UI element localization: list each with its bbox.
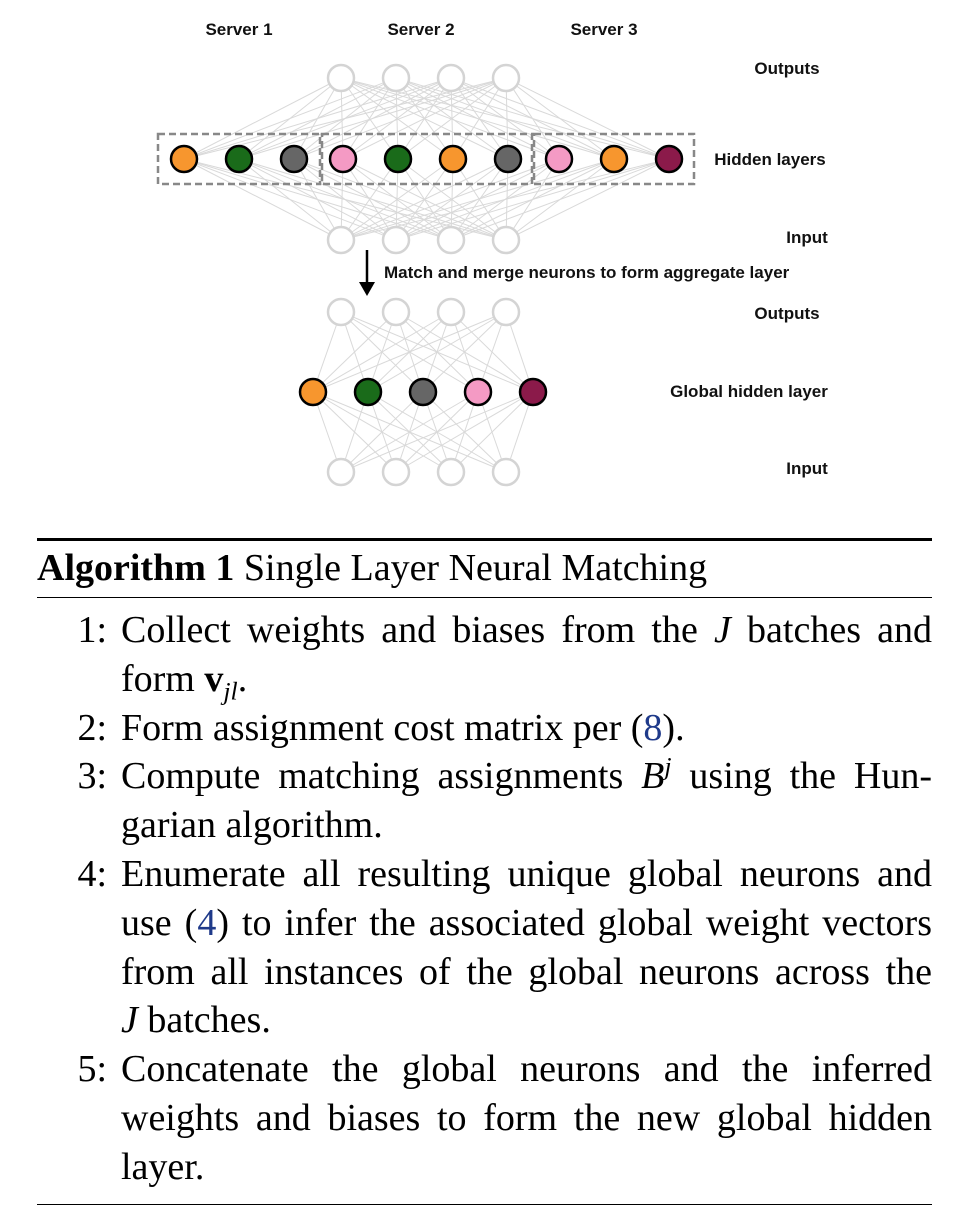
bottom-input-neuron (438, 459, 464, 485)
local-hidden-neuron-gray (495, 146, 521, 172)
local-hidden-neuron-pink (546, 146, 572, 172)
local-hidden-neuron-green (226, 146, 252, 172)
step-3-math-sup: j (664, 751, 672, 781)
edge-top-output-hidden (343, 78, 506, 159)
step-4 (37, 850, 932, 1045)
step-4-math-j: J (121, 999, 138, 1042)
top-input-neuron (493, 227, 519, 253)
bottom-output-neuron (438, 299, 464, 325)
algorithm-name: Single Layer Neural Matching (243, 547, 708, 589)
global-hidden-neuron-green (355, 379, 381, 405)
edge-top-output-hidden (343, 78, 396, 159)
top-input-neuron (383, 227, 409, 253)
local-hidden-neuron-orange (601, 146, 627, 172)
top-outputs-label: Outputs (754, 59, 820, 78)
step-5 (37, 1045, 932, 1191)
local-hidden-neuron-orange (440, 146, 466, 172)
bottom-output-neuron (383, 299, 409, 325)
step-3-line-2 (121, 801, 932, 850)
step-1-text-c: form (121, 657, 195, 700)
top-input-label: Input (786, 228, 828, 247)
local-hidden-neuron-maroon (656, 146, 682, 172)
step-4-text-e: batches. (147, 999, 271, 1042)
bottom-input-label: Input (786, 459, 828, 478)
global-hidden-label: Global hidden layer (670, 382, 828, 401)
step-5-line-3 (121, 1143, 932, 1192)
local-hidden-neuron-pink (330, 146, 356, 172)
step-5-text-b: weights and biases to form the new global hidden (121, 1096, 932, 1139)
step-2-number: 2: (77, 706, 107, 749)
step-3-line-1 (121, 752, 932, 801)
top-hidden-label: Hidden layers (714, 150, 826, 169)
top-output-neuron (493, 65, 519, 91)
step-5-text-c: layer. (121, 1145, 205, 1188)
edge-top-input-hidden (343, 159, 506, 240)
step-1-line-2 (121, 655, 932, 704)
step-2-text-a: Form assignment cost matrix per ( (121, 706, 644, 749)
algorithm-steps (37, 606, 932, 1192)
step-1-math-sub: jl (223, 676, 238, 706)
bottom-output-neuron (328, 299, 354, 325)
algorithm-label: Algorithm 1 (37, 547, 235, 589)
global-hidden-neuron-orange (300, 379, 326, 405)
step-1 (37, 606, 932, 704)
server-1-label: Server 1 (205, 20, 273, 39)
step-5-line-1 (121, 1045, 932, 1094)
step-3 (37, 752, 932, 850)
bottom-input-neuron (383, 459, 409, 485)
global-hidden-neuron-pink (465, 379, 491, 405)
step-3-text-c: garian algorithm. (121, 804, 383, 847)
step-4-line-1 (121, 850, 932, 899)
edge-bottom-input-hidden (423, 392, 506, 472)
step-4-eq-ref[interactable]: 4 (197, 901, 217, 944)
step-1-math-v: v (204, 657, 224, 700)
merge-label: Match and merge neurons to form aggregate layer (384, 263, 790, 282)
local-hidden-neuron-gray (281, 146, 307, 172)
step-5-number: 5: (77, 1048, 107, 1091)
bottom-outputs-label: Outputs (754, 304, 820, 323)
edge-top-input-hidden (343, 159, 396, 240)
step-2-eq-ref[interactable]: 8 (643, 706, 663, 749)
algorithm-bottom-rule (37, 1204, 932, 1205)
bottom-output-neuron (493, 299, 519, 325)
step-4-text-c: ) to infer the associated global weight vectors (216, 901, 932, 944)
edge-top-input-hidden (506, 159, 669, 240)
top-output-neuron (383, 65, 409, 91)
step-3-text-b: using the Hun- (689, 755, 933, 798)
algorithm-mid-rule (37, 597, 932, 598)
step-4-number: 4: (77, 852, 107, 895)
edge-top-output-hidden (506, 78, 669, 159)
step-3-text-a: Compute matching assignments (121, 755, 624, 798)
global-hidden-neuron-maroon (520, 379, 546, 405)
global-hidden-neuron-gray (410, 379, 436, 405)
neural-matching-diagram (0, 0, 966, 520)
step-3-number: 3: (77, 755, 107, 798)
edge-top-output-hidden (453, 78, 506, 159)
step-4-line-2 (121, 899, 932, 948)
edge-bottom-input-hidden (313, 392, 396, 472)
step-1-number: 1: (77, 609, 107, 651)
step-1-text-a: Collect weights and biases from the (121, 609, 698, 651)
step-5-text-a: Concatenate the global neurons and the inferred (121, 1048, 932, 1091)
edge-bottom-output-hidden (313, 312, 396, 392)
top-input-neuron (438, 227, 464, 253)
step-4-line-4 (121, 996, 932, 1045)
top-input-neuron (328, 227, 354, 253)
step-4-text-d: from all instances of the global neurons across the (121, 950, 932, 993)
step-2-text-b: ). (662, 706, 685, 749)
bottom-input-neuron (328, 459, 354, 485)
algorithm-block (37, 538, 932, 1192)
step-2 (37, 704, 932, 753)
local-hidden-neuron-green (385, 146, 411, 172)
step-1-line-1 (121, 606, 932, 655)
step-3-math-b: B (641, 755, 665, 798)
step-1-text-d: . (237, 657, 248, 700)
step-1-text-b: batches and (747, 609, 933, 651)
local-hidden-neuron-orange (171, 146, 197, 172)
server-2-label: Server 2 (387, 20, 455, 39)
step-1-math-j: J (713, 609, 731, 651)
server-3-label: Server 3 (570, 20, 638, 39)
step-5-line-2 (121, 1094, 932, 1143)
edge-top-input-hidden (453, 159, 506, 240)
step-2-line-1 (121, 704, 932, 753)
algorithm-title (37, 541, 932, 597)
merge-arrow-head (359, 282, 375, 296)
bottom-input-neuron (493, 459, 519, 485)
top-output-neuron (328, 65, 354, 91)
step-4-text-b: use ( (121, 901, 198, 944)
step-4-text-a: Enumerate all resulting unique global neurons and (121, 852, 932, 895)
top-output-neuron (438, 65, 464, 91)
step-4-line-3 (121, 948, 932, 997)
edge-bottom-output-hidden (423, 312, 506, 392)
